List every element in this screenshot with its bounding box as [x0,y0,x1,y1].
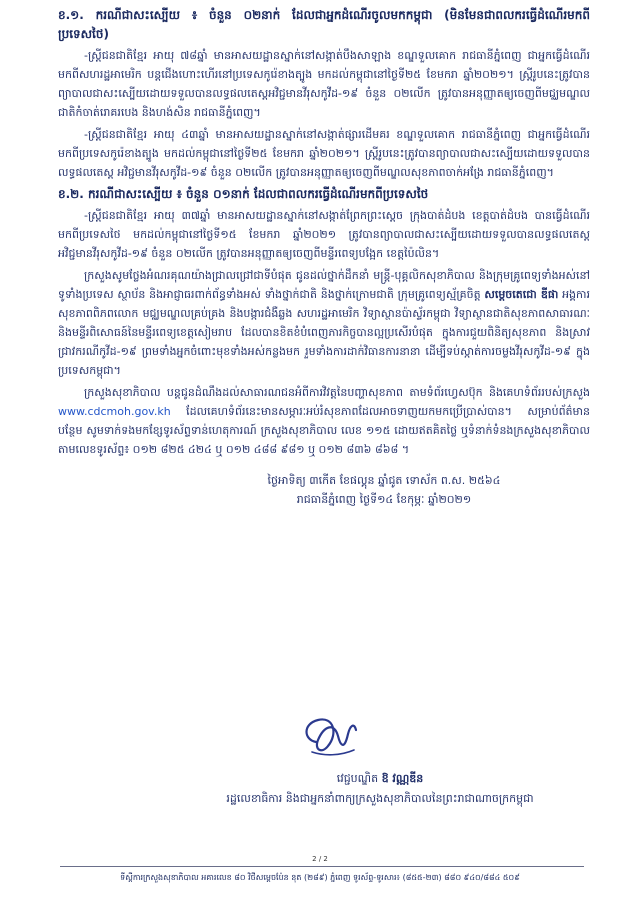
thanks-bold-name: សម្តេចតេជោ ឌីផា [484,288,559,301]
solar-date: រាជធានីភ្នំពេញ ថ្ងៃទី១៤ ខែកុម្ភៈ ឆ្នាំ២០២១ [296,493,472,506]
signer-name: ឱ វណ្ណឌីន [381,772,424,785]
case-paragraph-3: -ស្ត្រីជនជាតិខ្មែរ អាយុ ៣៧ឆ្នាំ មានអាសយដ្ឋានស្នាក់នៅសង្កាត់ព្រែកព្រះស្តេច ក្រុងបាត់ដំបង ខេត្តបាត់ដំបង បានធ្វើដំណើរមកពីប្រទេសថៃ មកដល់កម្ពុជានៅថ្ងៃទី១៥ ខែមករា ឆ្នាំ២០២១ ត្រូវបានព្យាបាលជាសះស្បើយដោយទទួលបានលទ្ធផលតេស្ត អវិជ្ជមានវីរុសកូវីដ-១៩ ចំនួន ០២លើក ត្រូវបានអនុញ្ញាតឲ្យចេញពីមន្ទីរពេទ្យបង្អែក ខេត្តប៉ៃលិន។ [58,209,590,260]
signer-prefix: វេជ្ជបណ្ឌិត [336,772,382,785]
footer-address: ទីស្តីការក្រសួងសុខាភិបាល អគារលេខ ៨០ វិថីសម្តេចប៉ែន នុត (២៨៩) ភ្នំពេញ ទូរស័ព្ទ-ទូរសារ៖ (៨៥៥-២៣) ៨៨០ ៩៤០/៨៨៤ ៥០៩ [120,873,520,882]
signer-name-line [120,770,640,788]
lunar-date: ថ្ងៃអាទិត្យ ៣កើត ខែផល្គុន ឆ្នាំជូត ទោស័ក ព.ស. ២៥៦៤ [267,474,501,487]
footer-divider [60,866,584,867]
info-text-before: ក្រសួងសុខាភិបាល បន្តជូនដំណឹងដល់សាធារណជនអំពីការវិវត្តនៃបញ្ហាសុខភាព តាមទំព័រហ្វេសប៊ុក និងគេហទំព័ររបស់ក្រសួង [84,386,590,399]
signer-title: រដ្ឋលេខាធិការ និងជាអ្នកនាំពាក្យក្រសួងសុខាភិបាលនៃព្រះរាជាណាចក្រកម្ពុជា [226,792,534,805]
section-heading-recovered-workers: ខ.២. ករណីជាសះស្បើយ ៖ ចំនួន ០១នាក់ ដែលជាពលករធ្វើដំណើរមកពីប្រទេសថៃ [58,187,429,201]
thanks-paragraph [58,266,590,380]
website-link[interactable]: www.cdcmoh.gov.kh [58,405,171,418]
thanks-text-before: ក្រសួងសូមថ្លែងអំណរគុណយ៉ាងជ្រាលជ្រៅជាទីបំផុត ជូនដល់ថ្នាក់ដឹកនាំ មន្ត្រី-បុគ្គលិកសុខាភិបាល និងក្រុមគ្រូពេទ្យទាំងអស់នៅទូទាំងប្រទេស ស្ថាប័ន និងអាជ្ញាធរពាក់ព័ន្ធទាំងអស់ ទាំងថ្នាក់ជាតិ និងថ្នាក់ក្រោមជាតិ ក្រុមគ្រូពេទ្យស្ម័គ្រចិត្ត [58,269,590,301]
info-text-after: ដែលគេហទំព័រនេះមានសម្ភារៈអប់រំសុខភាពដែលអាចទាញយកមកប្រើប្រាស់បាន។ សម្រាប់ព័ត៌មានបន្ថែម សូមទាក់ទងមកខ្សែទូរស័ព្ទទាន់ហេតុការណ៍ ក្រសួងសុខាភិបាល លេខ ១១៥ ដោយឥតគិតថ្លៃ ឬទំនាក់ទំនងក្រសួងសុខាភិបាល តាមលេខទូរស័ព្ទ៖ ០១២ ៨២៥ ៤២៤ ឬ ០១២ ៤៨៨ ៩៨១ ឬ ០១២ ៨៣៦ ៨៦៨ ។ [58,405,590,456]
signature-image [294,712,364,762]
case-paragraph-2: -ស្ត្រីជនជាតិខ្មែរ អាយុ ៤៣ឆ្នាំ មានអាសយដ្ឋានស្នាក់នៅសង្កាត់ផ្សារដើមគរ ខណ្ឌទួលគោក រាជធានីភ្នំពេញ ជាអ្នកធ្វើដំណើរមកពីប្រទេសកូរ៉េខាងត្បូង មកដល់កម្ពុជានៅថ្ងៃទី២៥ ខែមករា ឆ្នាំ២០២១។ ស្ត្រីរូបនេះត្រូវបានព្យាបាលជាសះស្បើយដោយទទួលបានលទ្ធផលតេស្ត អវិជ្ជមានវីរុសកូវីដ-១៩ ចំនួន ០២លើក ត្រូវបានអនុញ្ញាតឲ្យចេញពីមណ្ឌលសុខភាពចាក់អង្រែ រាជធានីភ្នំពេញ។ [58,128,590,179]
date-block [178,471,590,509]
case-paragraph-1: -ស្ត្រីជនជាតិខ្មែរ អាយុ ៧៨ឆ្នាំ មានអាសយដ្ឋានស្នាក់នៅសង្កាត់បឹងសាឡាង ខណ្ឌទួលគោក រាជធានីភ្នំពេញ ជាអ្នកធ្វើដំណើរមកពីសហរដ្ឋអាមេរិក បន្តជើងហោះហើរនៅប្រទេសកូរ៉េខាងត្បូង មកដល់កម្ពុជានៅថ្ងៃទី២៥ ខែមករា ឆ្នាំ២០២១។ ស្ត្រីរូបនេះត្រូវបានព្យាបាលជាសះស្បើយដោយទទួលបានលទ្ធផលតេស្តអវិជ្ជមានវីរុសកូវីដ-១៩ ចំនួន ០២លើក ត្រូវបានអនុញ្ញាតឲ្យចេញពីមជ្ឈមណ្ឌលជាតិកំចាត់រោគរបេង និងហង់សិន រាជធានីភ្នំពេញ។ [58,49,590,119]
page-number: 2 / 2 [312,855,328,863]
section-heading-recovered-travelers: ខ.១. ករណីជាសះស្បើយ ៖ ចំនួន ០២នាក់ ដែលជាអ្នកដំណើរចូលមកកម្ពុជា (មិនមែនជាពលករធ្វើដំណើរមកពីប្រទេសថៃ) [58,8,590,41]
info-paragraph [58,383,590,459]
thanks-text-after: អង្គការសុខភាពពិភពលោក មជ្ឈមណ្ឌលគ្រប់គ្រង និងបង្ការជំងឺឆ្លង សហរដ្ឋអាមេរិក វិទ្យាស្ថានប៉ាស្ទ័រកម្ពុជា វិទ្យាស្ថានជាតិសុខភាពសាធារណៈ និងមន្ទីរពិសោធន៍នៃមន្ទីរពេទ្យខេត្តសៀមរាប ដែលបានខិតខំបំពេញភារកិច្ចបានល្អប្រសើរបំផុត ក្នុងការជួយពិនិត្យសុខភាព និងស្រាវជ្រាវករណីកូវីដ-១៩ ព្រមទាំងអ្នកចំពោះមុខទាំងអស់កន្លងមក រួមទាំងការដាក់វិធានការនានា ដើម្បីទប់ស្កាត់ការចម្លងវីរុសកូវីដ-១៩ ក្នុងប្រទេសកម្ពុជា។ [58,288,591,377]
